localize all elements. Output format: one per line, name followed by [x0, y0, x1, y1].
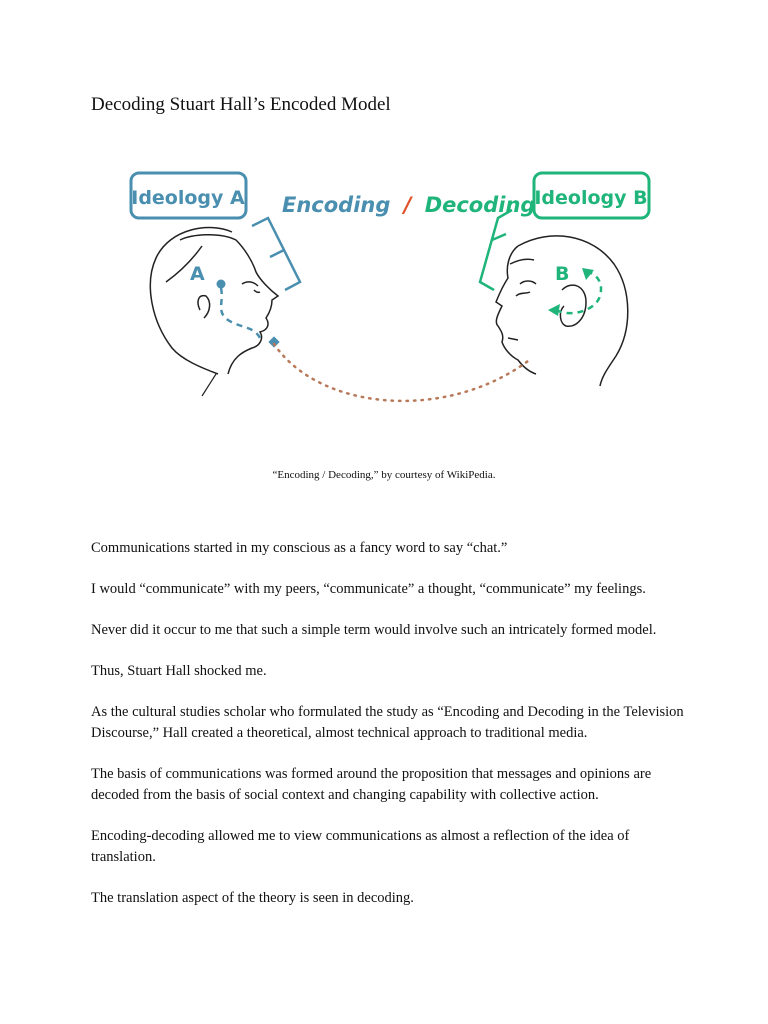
decoding-word: Decoding: [424, 193, 536, 217]
paragraph: Encoding-decoding allowed me to view communications as almost a reflection of the idea of translation.: [91, 828, 630, 865]
ideology-a-label: Ideology A: [131, 187, 245, 209]
article-body: [91, 538, 691, 929]
person-a-label: A: [190, 263, 205, 285]
paragraph: The translation aspect of the theory is seen in decoding.: [91, 890, 414, 906]
paragraph: I would “communicate” with my peers, “communicate” a thought, “communicate” my feelings.: [91, 581, 646, 597]
paragraph: As the cultural studies scholar who formulated the study as “Encoding and Decoding in the Television Discourse,” Hall created a theoretical, almost technical approach to traditional media.: [91, 704, 684, 741]
paragraph: Thus, Stuart Hall shocked me.: [91, 663, 267, 679]
encoding-word: Encoding: [282, 193, 391, 217]
paragraph: Communications started in my conscious as a fancy word to say “chat.”: [91, 540, 508, 556]
left-bracket: [252, 218, 300, 290]
page-title: Decoding Stuart Hall’s Encoded Model: [91, 94, 391, 115]
slash-mark: /: [403, 193, 412, 217]
arrow-head-b: [582, 268, 594, 280]
person-b-label: B: [555, 263, 570, 285]
speech-path-a: [221, 288, 260, 338]
transmission-arc: [274, 344, 532, 401]
figure-caption: “Encoding / Decoding,” by courtesy of WikiPedia.: [272, 469, 496, 481]
ideology-b-box: [534, 173, 649, 218]
paragraph: The basis of communications was formed around the proposition that messages and opinions are decoded from the basis of social context and changing capability with collective action.: [91, 766, 652, 803]
ear-marker-b: [548, 304, 560, 316]
paragraph: Never did it occur to me that such a simple term would involve such an intricately formed model.: [91, 622, 657, 638]
thought-dot-a: [217, 280, 226, 289]
encoding-decoding-figure: [120, 162, 660, 422]
encoding-decoding-heading: [282, 193, 535, 217]
ideology-a-box: [131, 173, 246, 218]
woman-head-illustration: [150, 228, 278, 396]
ideology-b-label: Ideology B: [534, 187, 648, 209]
